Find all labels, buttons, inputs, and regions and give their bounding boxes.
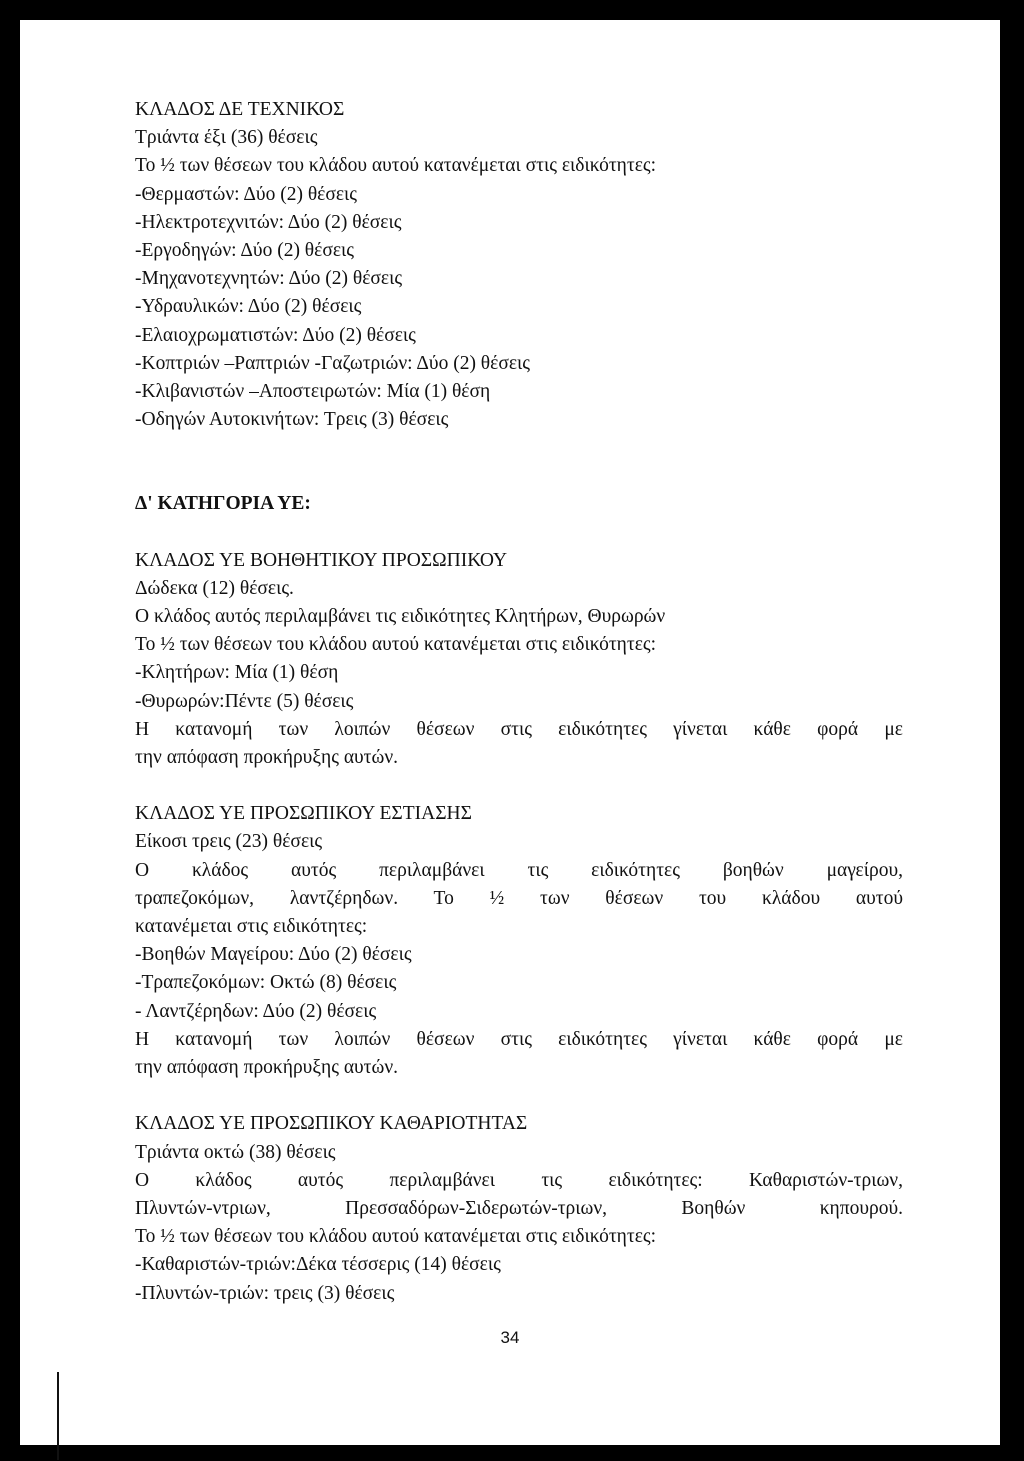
section-title-ye-voithitikou: ΚΛΑΔΟΣ ΥΕ ΒΟΗΘΗΤΙΚΟΥ ΠΡΟΣΩΠΙΚΟΥ bbox=[135, 549, 508, 571]
list-item: -Ελαιοχρωματιστών: Δύο (2) θέσεις bbox=[135, 324, 416, 346]
section-count: Είκοσι τρεις (23) θέσεις bbox=[135, 831, 323, 853]
section-count: Τριάντα οκτώ (38) θέσεις bbox=[135, 1141, 336, 1163]
category-heading: Δ' ΚΑΤΗΓΟΡΙΑ ΥΕ: bbox=[135, 493, 311, 515]
list-item: Δώδεκα (12) θέσεις. bbox=[135, 577, 294, 599]
list-item: -Βοηθών Μαγείρου: Δύο (2) θέσεις bbox=[135, 944, 412, 966]
document-body bbox=[135, 96, 903, 1308]
margin-line bbox=[57, 1372, 59, 1460]
list-item: Ο κλάδος αυτός περιλαμβάνει τις ειδικότητες Κλητήρων, Θυρωρών bbox=[135, 606, 666, 628]
document-page bbox=[20, 20, 1000, 1445]
list-item: -Πλυντών-τριών: τρεις (3) θέσεις bbox=[135, 1282, 395, 1304]
list-item: Τριάντα έξι (36) θέσεις bbox=[135, 127, 318, 149]
paragraph-line: Το ½ των θέσεων του κλάδου αυτού κατανέμεται στις ειδικότητες: bbox=[135, 1226, 657, 1248]
paragraph-line: την απόφαση προκήρυξης αυτών. bbox=[135, 747, 399, 769]
paragraph-line: Ο κλάδος αυτός περιλαμβάνει τις ειδικότητες: Καθαριστών-τριων, bbox=[135, 1169, 903, 1191]
paragraph-line: Ο κλάδος αυτός περιλαμβάνει τις ειδικότητες βοηθών μαγείρου, bbox=[135, 859, 903, 881]
section-title-de: ΚΛΑΔΟΣ ΔΕ ΤΕΧΝΙΚΟΣ bbox=[135, 99, 345, 120]
list-item: -Τραπεζοκόμων: Οκτώ (8) θέσεις bbox=[135, 972, 397, 994]
section-title-ye-estiasis: ΚΛΑΔΟΣ ΥΕ ΠΡΟΣΩΠΙΚΟΥ ΕΣΤΙΑΣΗΣ bbox=[135, 803, 472, 825]
list-item: -Ηλεκτροτεχνιτών: Δύο (2) θέσεις bbox=[135, 211, 402, 233]
paragraph-line: κατανέμεται στις ειδικότητες: bbox=[135, 916, 368, 938]
list-item: Το ½ των θέσεων του κλάδου αυτού κατανέμεται στις ειδικότητες: bbox=[135, 634, 657, 656]
page-number: 34 bbox=[500, 1328, 520, 1347]
list-item: -Κοπτριών –Ραπτριών -Γαζωτριών: Δύο (2) θέσεις bbox=[135, 352, 531, 374]
list-item: - Λαντζέρηδων: Δύο (2) θέσεις bbox=[135, 1000, 377, 1022]
paragraph-line: τραπεζοκόμων, λαντζέρηδων. Το ½ των θέσεων του κλάδου αυτού bbox=[135, 887, 903, 909]
list-item: Το ½ των θέσεων του κλάδου αυτού κατανέμεται στις ειδικότητες: bbox=[135, 155, 657, 177]
list-item: -Υδραυλικών: Δύο (2) θέσεις bbox=[135, 296, 362, 318]
paragraph-line: Η κατανομή των λοιπών θέσεων στις ειδικότητες γίνεται κάθε φορά με bbox=[135, 1028, 903, 1050]
list-item: -Εργοδηγών: Δύο (2) θέσεις bbox=[135, 240, 355, 262]
paragraph-line: την απόφαση προκήρυξης αυτών. bbox=[135, 1057, 399, 1079]
list-item: -Κλητήρων: Μία (1) θέση bbox=[135, 662, 339, 684]
list-item: -Θερμαστών: Δύο (2) θέσεις bbox=[135, 183, 358, 205]
section-title-ye-kathariotitas: ΚΛΑΔΟΣ ΥΕ ΠΡΟΣΩΠΙΚΟΥ ΚΑΘΑΡΙΟΤΗΤΑΣ bbox=[135, 1113, 528, 1135]
list-item: -Κλιβανιστών –Αποστειρωτών: Μία (1) θέση bbox=[135, 381, 491, 403]
list-item: -Καθαριστών-τριών:Δέκα τέσσερις (14) θέσεις bbox=[135, 1254, 501, 1276]
list-item: -Μηχανοτεχνητών: Δύο (2) θέσεις bbox=[135, 268, 403, 290]
paragraph-line: Πλυντών-ντριων, Πρεσσαδόρων-Σιδερωτών-τριων, Βοηθών κηπουρού. bbox=[135, 1197, 903, 1219]
list-item: -Θυρωρών:Πέντε (5) θέσεις bbox=[135, 690, 354, 712]
paragraph-line: Η κατανομή των λοιπών θέσεων στις ειδικότητες γίνεται κάθε φορά με bbox=[135, 718, 903, 740]
list-item: -Οδηγών Αυτοκινήτων: Τρεις (3) θέσεις bbox=[135, 409, 449, 431]
